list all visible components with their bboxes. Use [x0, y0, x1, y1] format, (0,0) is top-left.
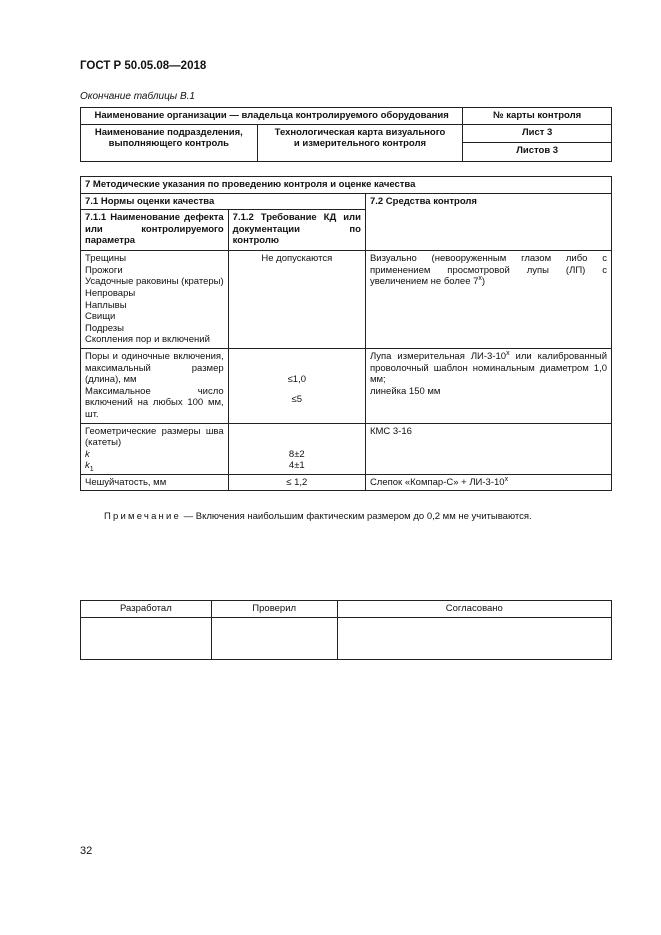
list-item: Наплывы [85, 299, 127, 311]
list-item: Непровары [85, 287, 136, 299]
card-header-table [80, 107, 612, 162]
geometry-requirement-cell: 8±2 4±1 [228, 423, 365, 474]
scale-tool: Слепок «Компар-С» + $ЛИ-3-10^х$ [365, 474, 611, 491]
geometry-tool: КМС 3-16 [365, 423, 611, 474]
division-label: Наименование подразделения, выполняющего контроль [81, 124, 258, 161]
signature-table [80, 600, 612, 660]
developed-by-label: Разработал [81, 601, 212, 618]
norms-title: 7.1 Нормы оценки качества [81, 193, 366, 210]
document-header: ГОСТ Р 50.05.08—2018 [80, 60, 207, 72]
table-note [104, 511, 532, 522]
col-requirement-header: 7.1.2 Требование КД или документации по контролю [228, 210, 365, 251]
sheets-total-label: Листов 3 [463, 143, 612, 162]
org-name-label: Наименование организации — владельца контролируемого оборудования [81, 108, 463, 125]
note-text: — Включения наибольшим фактическим размером до 0,2 мм не учитываются. [181, 511, 532, 522]
card-number-label: № карты контроля [463, 108, 612, 125]
page-number: 32 [80, 845, 93, 857]
tools-title: 7.2 Средства контроля [365, 193, 611, 251]
defects-list-cell [81, 251, 229, 349]
list-item: Прожоги [85, 264, 123, 276]
pores-requirement-cell: ≤1,0 ≤5 [228, 348, 365, 423]
agreed-label: Согласовано [337, 601, 611, 618]
checked-by-label: Проверил [211, 601, 337, 618]
geometry-param-cell: Геометрические размеры шва (катеты) k $k_1$ [81, 423, 229, 474]
sheet-label: Лист 3 [463, 124, 612, 143]
defects-tool: Визуально (невооруженным глазом либо с применением просмотровой лупы (ЛП) с увеличением не более $7^х$) [365, 251, 611, 349]
developed-by-cell [81, 617, 212, 659]
agreed-cell [337, 617, 611, 659]
section-7-title: 7 Методические указания по проведению контроля и оценке качества [81, 177, 612, 194]
defects-requirement: Не допускаются [228, 251, 365, 349]
list-item: Свищи [85, 311, 116, 323]
list-item: Скопления пор и включений [85, 334, 210, 346]
list-item: Подрезы [85, 322, 124, 334]
tech-card-label: Технологическая карта визуального и измерительного контроля [257, 124, 463, 161]
scale-param: Чешуйчатость, мм [81, 474, 229, 491]
checked-by-cell [211, 617, 337, 659]
note-label: Примечание [104, 511, 181, 522]
list-item: Усадочные раковины (кратеры) [85, 276, 224, 288]
pores-param-cell: Поры и одиночные включения, максимальный размер (длина), мм Максимальное число включений на любых 100 мм, шт. [81, 348, 229, 423]
pores-tool-cell: Лупа измерительная $ЛИ-3-10^х$ или калиброванный проволочный шаблон номинальным диаметром 1,0 мм; линейка 150 мм [365, 348, 611, 423]
method-table [80, 176, 612, 491]
table-continuation-label: Окончание таблицы В.1 [80, 91, 195, 102]
col-defect-header: 7.1.1 Наименование дефекта или контролируемого параметра [81, 210, 229, 251]
scale-requirement: ≤ 1,2 [228, 474, 365, 491]
list-item: Трещины [85, 253, 127, 265]
